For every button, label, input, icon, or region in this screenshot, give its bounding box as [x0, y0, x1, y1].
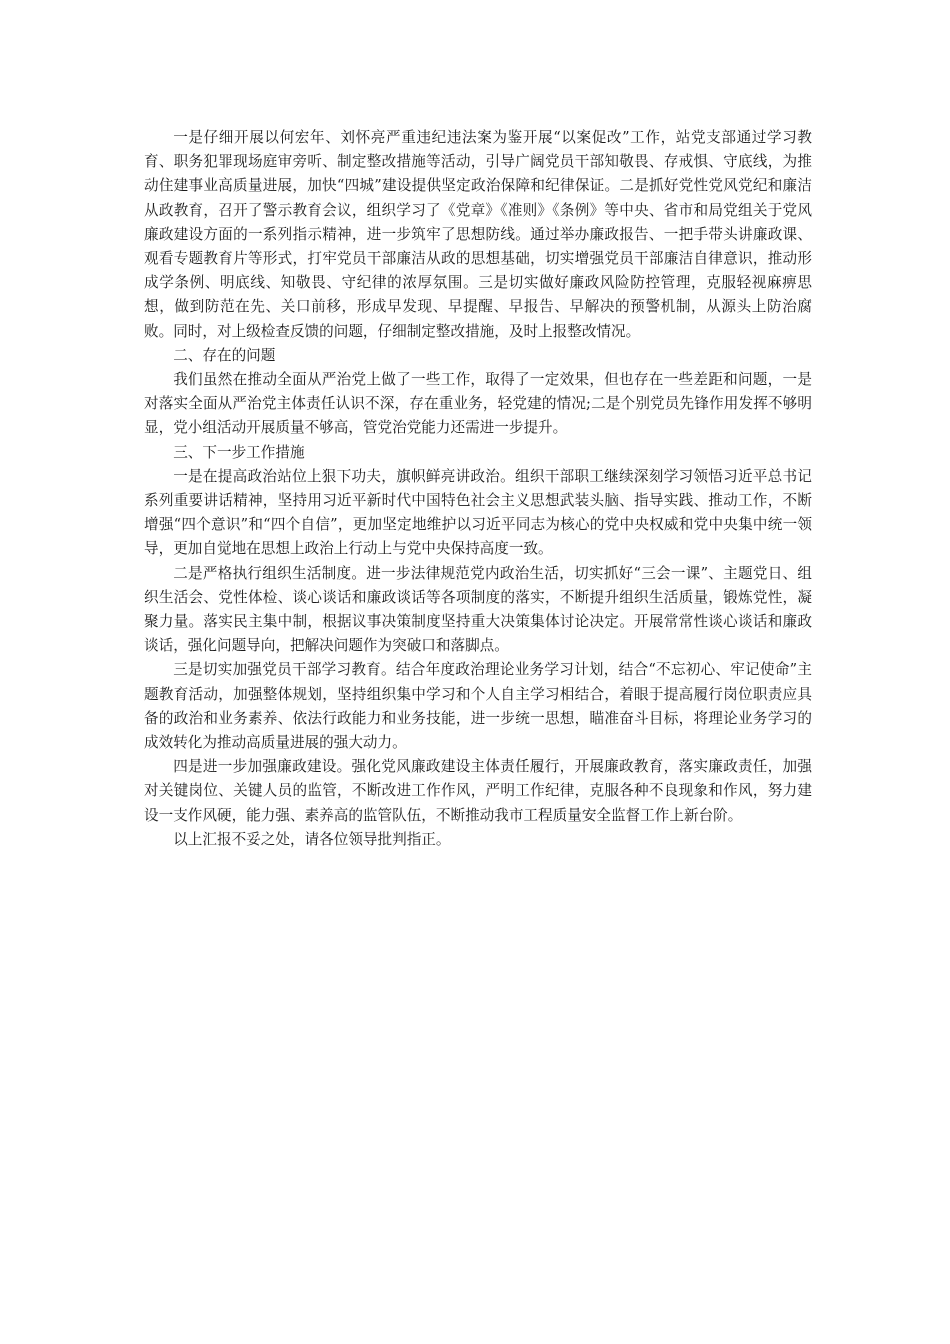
- paragraph-intro: 一是仔细开展以何宏年、刘怀亮严重违纪违法案为鉴开展“以案促改”工作，站党支部通过学习教育、职务犯罪现场庭审旁听、制定整改措施等活动，引导广阔党员干部知敬畏、存戒惧、守底线，为推动住建事业高质量进展，加快“四城”建设提供坚定政治保障和纪律保证。二是抓好党性党风党纪和廉洁从政教育，召开了警示教育会议，组织学习了《党章》《准则》《条例》等中央、省市和局党组关于党风廉政建设方面的一系列指示精神，进一步筑牢了思想防线。通过举办廉政报告、一把手带头讲廉政课、观看专题教育片等形式，打牢党员干部廉洁从政的思想基础，切实增强党员干部廉洁自律意识，推动形成学条例、明底线、知敬畏、守纪律的浓厚氛围。三是切实做好廉政风险防控管理，克服轻视麻痹思想，做到防范在先、关口前移，形成早发现、早提醒、早报告、早解决的预警机制，从源头上防治腐败。同时，对上级检查反馈的问题，仔细制定整改措施，及时上报整改情况。: [144, 129, 812, 340]
- paragraph-next-step-3: 三是切实加强党员干部学习教育。结合年度政治理论业务学习计划，结合“不忘初心、牢记使命”主题教育活动，加强整体规划，坚持组织集中学习和个人自主学习相结合，着眼于提高履行岗位职责应具备的政治和业务素养、依法行政能力和业务技能，进一步统一思想，瞄准奋斗目标，将理论业务学习的成效转化为推动高质量进展的强大动力。: [144, 661, 812, 752]
- paragraph-next-step-1: 一是在提高政治站位上狠下功夫，旗帜鲜亮讲政治。组织干部职工继续深刻学习领悟习近平总书记系列重要讲话精神，坚持用习近平新时代中国特色社会主义思想武装头脑、指导实践、推动工作，不断增强“四个意识”和“四个自信”，更加坚定地维护以习近平同志为核心的党中央权威和党中央集中统一领导，更加自觉地在思想上政治上行动上与党中央保持高度一致。: [144, 467, 812, 558]
- document-body: [144, 126, 812, 852]
- section-heading-problems: 二、存在的问题: [173, 346, 276, 364]
- paragraph-next-step-4: 四是进一步加强廉政建设。强化党风廉政建设主体责任履行，开展廉政教育，落实廉政责任，加强对关键岗位、关键人员的监管，不断改进工作作风，严明工作纪律，克服各种不良现象和作风，努力建设一支作风硬，能力强、素养高的监管队伍，不断推动我市工程质量安全监督工作上新台阶。: [144, 758, 812, 824]
- section-heading-next-steps: 三、下一步工作措施: [173, 443, 305, 461]
- paragraph-problems: 我们虽然在推动全面从严治党上做了一些工作，取得了一定效果，但也存在一些差距和问题，一是对落实全面从严治党主体责任认识不深，存在重业务，轻党建的情况;二是个别党员先锋作用发挥不够明显，党小组活动开展质量不够高，管党治党能力还需进一步提升。: [144, 371, 812, 437]
- paragraph-next-step-2: 二是严格执行组织生活制度。进一步法律规范党内政治生活，切实抓好“三会一课”、主题党日、组织生活会、党性体检、谈心谈话和廉政谈话等各项制度的落实，不断提升组织生活质量，锻炼党性，凝聚力量。落实民主集中制，根据议事决策制度坚持重大决策集体讨论决定。开展常常性谈心谈话和廉政谈话，强化问题导向，把解决问题作为突破口和落脚点。: [144, 564, 812, 655]
- paragraph-closing: 以上汇报不妥之处，请各位领导批判指正。: [173, 830, 451, 848]
